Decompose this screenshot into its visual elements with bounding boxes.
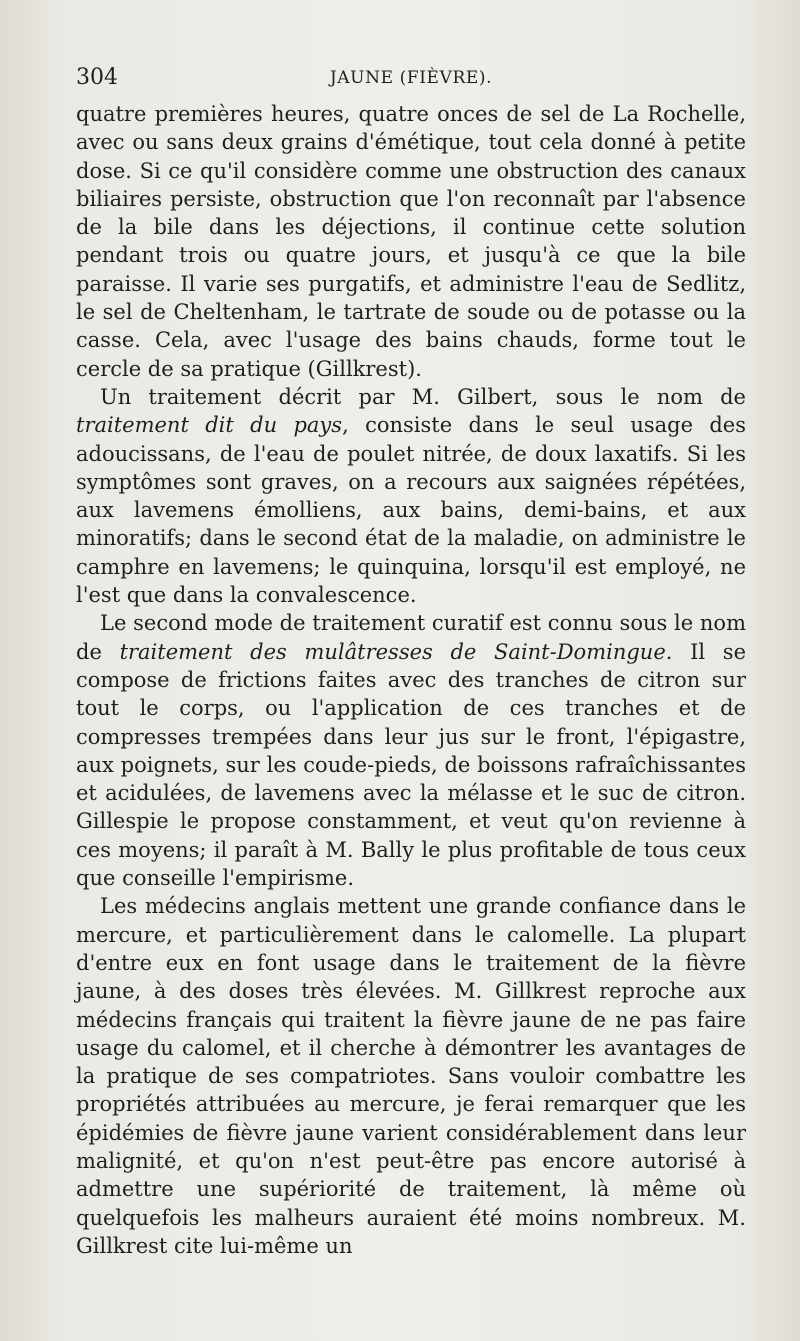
- paragraph-continuation: quatre premières heures, quatre onces de sel de La Rochelle, avec ou sans deux grains d'émétique, tout cela donné à petite dose. Si ce qu'il considère comme une obstruction des canaux biliaires persiste, obstruction que l'on reconnaît par l'absence de la bile dans les déjections, il continue cette solution pendant trois ou quatre jours, et jusqu'à ce que la bile paraisse. Il varie ses purgatifs, et administre l'eau de Sedlitz, le sel de Cheltenham, le tartrate de soude ou de potasse ou la casse. Cela, avec l'usage des bains chauds, forme tout le cercle de sa pratique (Gillkrest).: [76, 102, 746, 381]
- paragraph-traitement-mulatresses: [76, 609, 746, 892]
- paragraph-text: Un traitement décrit par M. Gilbert, sous le nom de: [100, 384, 746, 409]
- running-head-paren-close: ).: [478, 68, 493, 88]
- running-head-paren: FIÈVRE: [406, 68, 479, 88]
- running-head: [76, 62, 746, 94]
- italic-term: traitement des mulâtresses de Saint-Domingue: [119, 639, 666, 664]
- body-text: [76, 100, 746, 1260]
- paragraph-traitement-du-pays: [76, 383, 746, 609]
- paragraph-text: . Il se compose de frictions faites avec des tranches de citron sur tout le corps, ou l'application de ces tranches et de compresses trempées dans leur jus sur le front, l'épigastre, aux poignets, sur les coude-pieds, de boissons rafraîchissantes et acidulées, de lavemens avec la mélasse et le suc de citron. Gillespie le propose constamment, et veut qu'on revienne à ces moyens; il paraît à M. Bally le plus profitable de tous ceux que conseille l'empirisme.: [76, 639, 747, 891]
- page-header: [76, 62, 746, 94]
- paragraph-text: Le second mode de traitement curatif est connu sous le nom de: [76, 611, 746, 664]
- paragraph-text: , consiste dans le seul usage des adoucissans, de l'eau de poulet nitrée, de doux laxatifs. Si les symptômes sont graves, on a recours aux saignées répétées, aux lavemens émolliens, aux bains, demi-bains, et aux minoratifs; dans le second état de la maladie, on administre le camphre en lavemens; le quinquina, lorsqu'il est employé, ne l'est que dans la convalescence.: [76, 413, 746, 608]
- paragraph-mercure: Les médecins anglais mettent une grande confiance dans le mercure, et particulièrement dans le calomelle. La plupart d'entre eux en font usage dans le traitement de la fièvre jaune, à des doses très élevées. M. Gillkrest reproche aux médecins français qui traitent la fièvre jaune de ne pas faire usage du calomel, et il cherche à démontrer les avantages de la pratique de ses compatriotes. Sans vouloir combattre les propriétés attribuées au mercure, je ferai remarquer que les épidémies de fièvre jaune varient considérablement dans leur malignité, et qu'on n'est peut-être pas encore autorisé à admettre une supériorité de traitement, là même où quelquefois les malheurs auraient été moins nombreux. M. Gillkrest cite lui-même un: [76, 894, 746, 1258]
- page-number: 304: [76, 65, 118, 90]
- running-head-paren-open: (: [393, 68, 407, 88]
- italic-term: traitement dit du pays: [76, 413, 343, 438]
- running-head-main: JAUNE: [329, 68, 394, 88]
